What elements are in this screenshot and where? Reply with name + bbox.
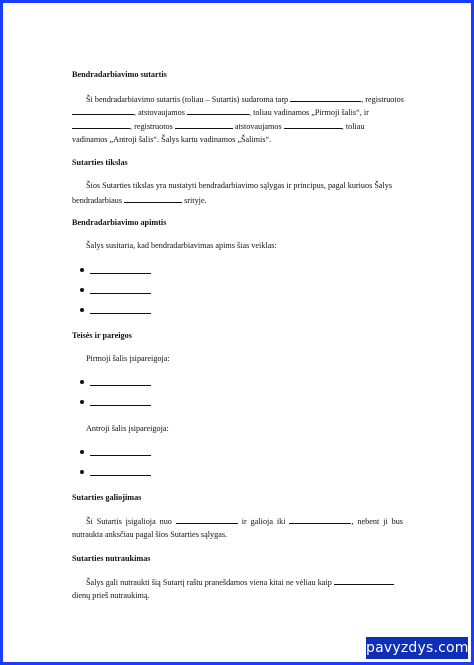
list-item [80,448,170,458]
blank-field[interactable] [334,577,394,585]
site-logo[interactable]: pavyzdys.com [366,637,468,659]
second-party-obligations: Antroji šalis įsipareigoja: [86,424,169,433]
bullet-icon [80,450,84,454]
list-item [80,378,170,388]
bullet-icon [80,400,84,404]
blank-field[interactable] [187,107,249,115]
blank-field[interactable] [124,195,182,203]
purpose-line-2: bendradarbiaus srityje. [72,196,207,205]
termination-line-1: Šalys gali nutraukti šią Sutartį raštu pranešdamos viena kitai ne vėliau kaip [86,577,394,587]
purpose-line-1: Šios Sutarties tikslas yra nustatyti bendradarbiavimo sąlygas ir principus, pagal kuriuos Šalys [86,181,393,190]
blank-field[interactable] [90,293,151,294]
intro-line-1: Ši bendradarbiavimo sutartis (toliau – Sutartis) sudaroma tarp , registruotos [86,95,404,104]
list-item [80,266,170,276]
scope-text: Šalys susitaria, kad bendradarbiavimas apims šias veiklas: [86,241,277,250]
blank-field[interactable] [176,516,238,524]
blank-field[interactable] [90,455,151,456]
blank-field[interactable] [90,475,151,476]
blank-field[interactable] [90,405,151,406]
section-heading-termination: Sutarties nutraukimas [72,554,151,563]
list-item [80,468,170,478]
bullet-icon [80,308,84,312]
validity-line-2: nutraukta anksčiau pagal šios Sutarties sąlygas. [72,530,228,539]
list-item [80,306,170,316]
termination-line-2: dienų prieš nutraukimą. [72,591,150,600]
blank-field[interactable] [90,273,151,274]
intro-line-3: , registruotos atstovaujamos , toliau [72,121,403,131]
section-heading-rights: Teisės ir pareigos [72,331,132,340]
bullet-icon [80,380,84,384]
blank-field[interactable] [290,94,361,102]
blank-field[interactable] [72,121,130,129]
blank-field[interactable] [90,385,151,386]
list-item [80,398,170,408]
blank-field[interactable] [72,107,134,115]
section-heading-scope: Bendradarbiavimo apimtis [72,218,167,227]
blank-field[interactable] [175,121,233,129]
section-heading-validity: Sutarties galiojimas [72,493,142,502]
section-heading-purpose: Sutarties tikslas [72,158,128,167]
validity-line-1: Ši Sutartis įsigalioja nuo ir galioja iki , nebent ji bus [86,517,403,526]
intro-line-4: vadinamos „Antroji šalis“. Šalys kartu vadinamos „Šalimis“. [72,135,272,144]
first-party-obligations: Pirmoji šalis įsipareigoja: [86,354,170,363]
blank-field[interactable] [284,121,342,129]
document-title: Bendradarbiavimo sutartis [72,70,167,79]
bullet-icon [80,268,84,272]
intro-line-2: , atstovaujamos , toliau vadinamos „Pirmoji šalis“, ir [72,107,403,117]
blank-field[interactable] [90,313,151,314]
blank-field[interactable] [289,516,351,524]
bullet-icon [80,288,84,292]
bullet-icon [80,470,84,474]
list-item [80,286,170,296]
